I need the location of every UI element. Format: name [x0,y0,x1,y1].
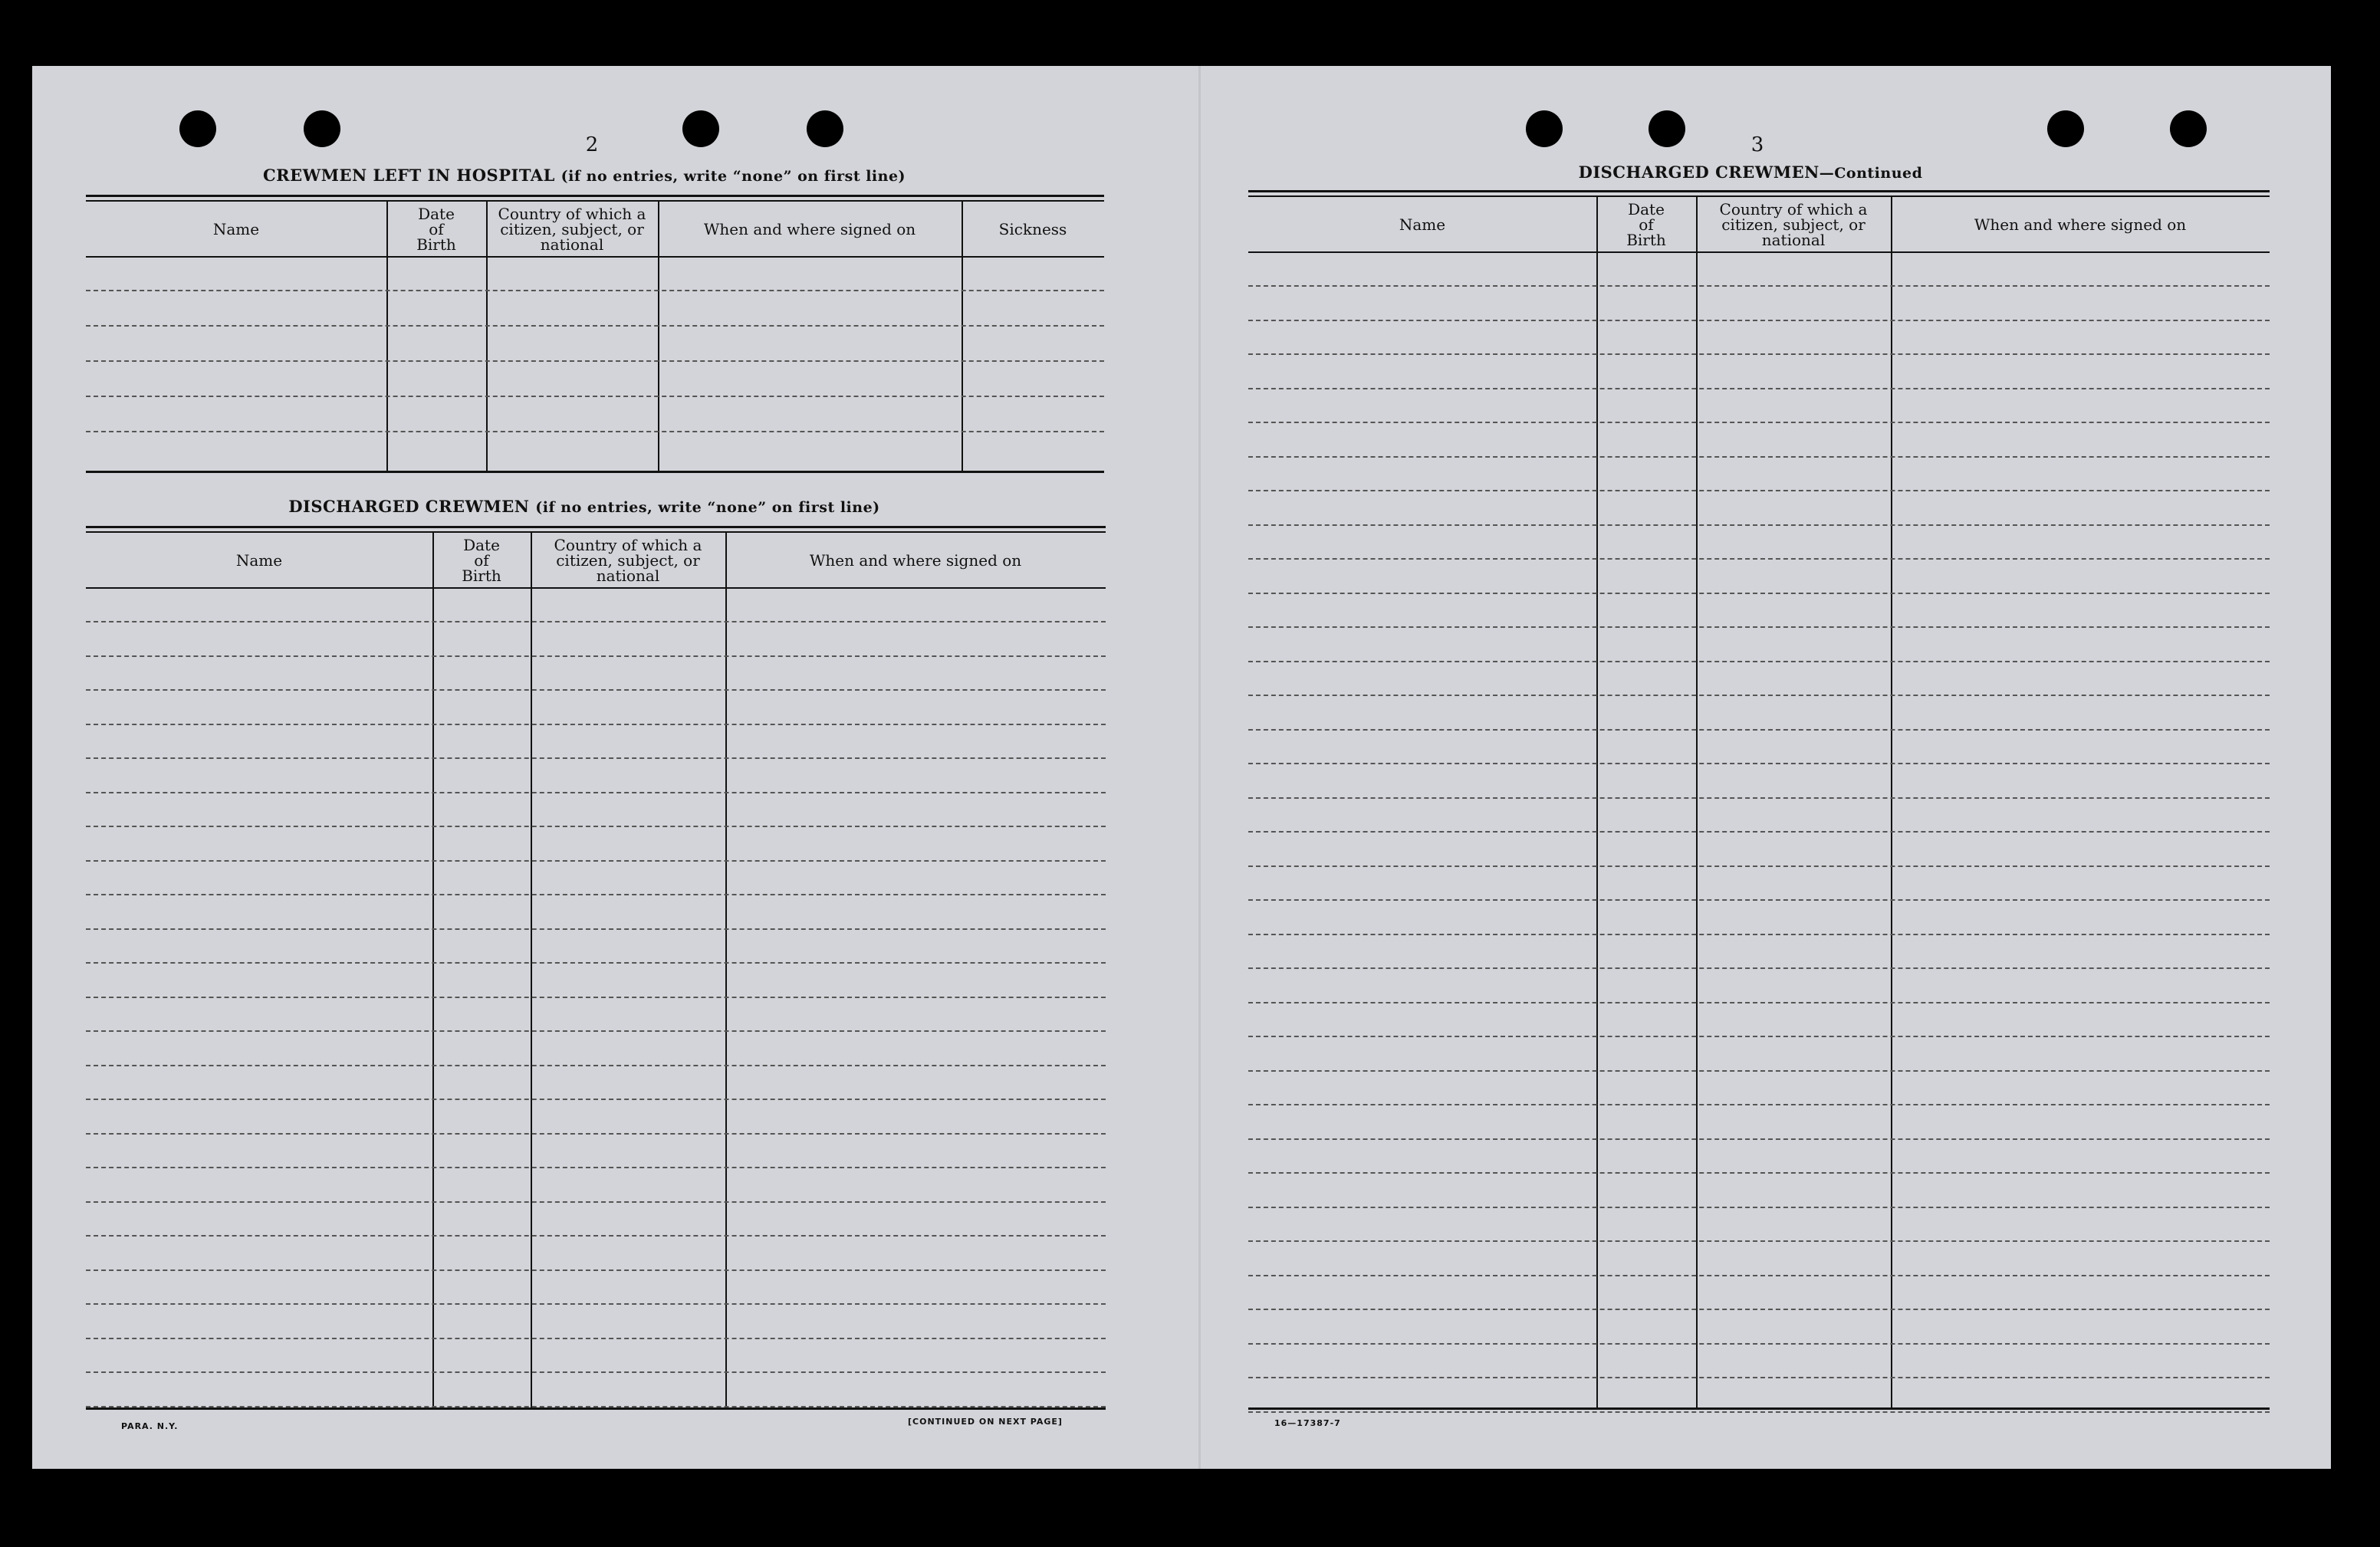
column-divider [531,531,532,1409]
col-header-dob: Date of Birth [416,204,456,254]
column-divider [1596,195,1598,1409]
punch-hole [807,110,843,147]
table-row [86,1303,1106,1305]
table-row [1248,797,2270,799]
table-row [86,1133,1106,1135]
punch-hole [682,110,719,147]
table-row [1248,1411,2270,1413]
table-row [1248,1377,2270,1378]
table-row [1248,967,2270,969]
table-row [86,792,1106,793]
table-row [1248,934,2270,935]
hospital-section-title [86,166,1083,185]
page-number-right: 3 [1750,133,1764,156]
table-row [86,1269,1106,1271]
table-rule [86,471,1104,473]
col-header-name: Name [212,219,260,238]
col-header-country: Country of which a citizen, subject, or national [1719,199,1868,249]
punch-hole [2047,110,2084,147]
table-row [1248,320,2270,321]
col-header-dob: Date of Birth [1626,199,1666,249]
discharged-title-text: DISCHARGED CREWMEN [288,497,530,516]
table-row [1248,353,2270,355]
hospital-instruction: (if no entries, write “none” on first line) [560,168,906,185]
col-header-signed-on: When and where signed on [809,550,1022,570]
table-rule [1248,251,2270,253]
col-header-name: Name [1399,215,1446,234]
table-row [86,1201,1106,1203]
table-row [1248,388,2270,389]
discharged-continued-title [1248,163,2253,182]
table-row [86,325,1104,327]
table-row [86,1099,1106,1100]
document-sheet [32,66,2331,1469]
table-rule [86,195,1104,197]
hospital-title-text: CREWMEN LEFT IN HOSPITAL [262,166,555,185]
table-row [1248,1002,2270,1003]
table-row [86,1065,1106,1066]
table-rule [86,526,1106,528]
footer-continued-note: [CONTINUED ON NEXT PAGE] [908,1417,1063,1427]
table-row [86,826,1106,827]
table-row [86,655,1106,657]
continued-suffix: —Continued [1819,165,1923,182]
table-row [86,928,1106,930]
table-row [1248,285,2270,287]
punch-hole [1649,110,1685,147]
table-row [86,757,1106,759]
table-row [86,1371,1106,1373]
table-row [1248,422,2270,423]
hospital-table [86,195,1104,474]
footer-form-number: 16—17387-7 [1274,1418,1341,1428]
column-divider [432,531,434,1409]
table-rule [86,256,1104,258]
table-row [86,621,1106,622]
table-row [86,290,1104,291]
table-row [86,1235,1106,1237]
discharged-continued-table [1248,190,2270,1411]
table-row [86,1406,1106,1407]
footer-printer-mark: PARA. N.Y. [121,1421,179,1431]
table-row [1248,558,2270,560]
table-rule [86,1407,1106,1410]
table-row [86,1338,1106,1339]
table-row [1248,865,2270,867]
table-row [1248,1138,2270,1140]
table-rule [86,587,1106,589]
table-row [86,860,1106,862]
table-row [1248,1343,2270,1345]
table-row [1248,661,2270,662]
col-header-signed-on: When and where signed on [1974,215,2187,234]
column-divider [1696,195,1698,1409]
table-row [1248,626,2270,628]
col-header-signed-on: When and where signed on [703,219,916,238]
table-row [1248,1070,2270,1072]
table-row [86,1167,1106,1168]
table-row [1248,899,2270,901]
discharged-table [86,526,1106,1411]
column-divider [1891,195,1892,1409]
discharged-instruction: (if no entries, write “none” on first line) [535,499,880,516]
table-row [86,360,1104,362]
table-row [1248,831,2270,833]
discharged-section-title [86,497,1083,516]
table-row [86,431,1104,432]
punch-hole [1526,110,1563,147]
table-rule [1248,190,2270,192]
table-row [86,396,1104,397]
column-divider [725,531,727,1409]
table-row [86,724,1106,725]
table-row [1248,1309,2270,1310]
table-row [86,689,1106,691]
table-row [1248,456,2270,458]
col-header-sickness: Sickness [998,219,1067,238]
table-row [1248,695,2270,696]
table-row [86,962,1106,964]
col-header-country: Country of which a citizen, subject, or national [554,535,702,585]
page-number-left: 2 [585,133,599,156]
table-row [1248,1275,2270,1276]
table-row [86,894,1106,895]
table-row [1248,1104,2270,1105]
table-row [1248,763,2270,764]
table-row [1248,1240,2270,1242]
table-row [1248,490,2270,491]
table-row [1248,729,2270,731]
table-row [1248,1172,2270,1174]
table-rule [1248,1407,2270,1410]
table-row [1248,524,2270,526]
table-row [1248,1207,2270,1208]
table-row [86,997,1106,998]
col-header-name: Name [235,550,283,570]
col-header-country: Country of which a citizen, subject, or national [498,204,646,254]
punch-hole [2170,110,2207,147]
table-row [86,1030,1106,1032]
col-header-dob: Date of Birth [462,535,501,585]
discharged-continued-text: DISCHARGED CREWMEN [1578,163,1820,182]
center-fold [1198,66,1201,1469]
table-row [1248,593,2270,594]
punch-hole [304,110,340,147]
punch-hole [179,110,216,147]
table-row [1248,1036,2270,1037]
